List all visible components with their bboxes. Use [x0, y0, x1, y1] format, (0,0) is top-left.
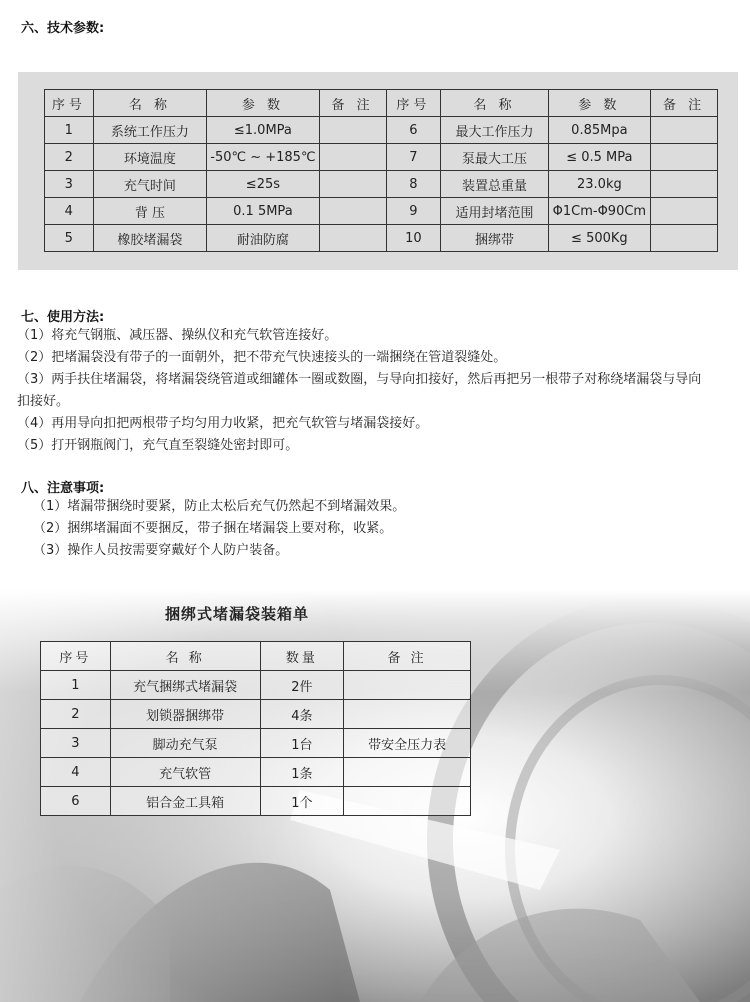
table-cell: 1条 [260, 758, 344, 787]
table-cell: 最大工作压力 [441, 117, 548, 144]
table-cell: 装置总重量 [441, 171, 548, 198]
table-row [45, 117, 718, 144]
table-row [41, 787, 471, 816]
table-cell: 3 [45, 171, 94, 198]
table-cell: 橡胶堵漏袋 [93, 225, 207, 252]
spec-header-cell: 名 称 [441, 90, 548, 117]
table-cell: ≤1.0MPa [207, 117, 320, 144]
table-cell [651, 117, 718, 144]
notes-list [33, 496, 405, 562]
table-row [41, 700, 471, 729]
spec-header-cell: 参 数 [548, 90, 650, 117]
table-cell: 泵最大工压 [441, 144, 548, 171]
table-row [41, 671, 471, 700]
table-cell: 5 [45, 225, 94, 252]
notes-section-title: 八、注意事项: [21, 481, 105, 496]
table-cell: 3 [41, 729, 111, 758]
table-cell: 1 [41, 671, 111, 700]
table-cell: 铝合金工具箱 [110, 787, 260, 816]
table-cell: ≤ 500Kg [548, 225, 650, 252]
table-cell [319, 144, 386, 171]
table-row [41, 729, 471, 758]
usage-section-title: 七、使用方法: [21, 310, 105, 325]
table-cell: 系统工作压力 [93, 117, 207, 144]
table-cell: -50℃ ~ +185℃ [207, 144, 320, 171]
spec-header-cell: 序号 [386, 90, 441, 117]
list-item: （2）把堵漏袋没有带子的一面朝外，把不带充气快速接头的一端捆绕在管道裂缝处。 [17, 350, 507, 365]
table-row [45, 225, 718, 252]
spec-header-cell: 序号 [45, 90, 94, 117]
packing-list-title: 捆绑式堵漏袋装箱单 [165, 605, 310, 623]
table-cell: 7 [386, 144, 441, 171]
table-cell: 耐油防腐 [207, 225, 320, 252]
table-cell: ≤25s [207, 171, 320, 198]
list-item: （3）两手扶住堵漏袋，将堵漏袋绕管道或细罐体一圈或数圈，与导向扣接好，然后再把另一根带子对称绕堵漏袋与导向 [17, 372, 702, 387]
packing-header-cell: 数量 [260, 642, 344, 671]
table-cell: 充气捆绑式堵漏袋 [110, 671, 260, 700]
table-cell: 4 [41, 758, 111, 787]
table-cell: 6 [386, 117, 441, 144]
packing-table-header [41, 642, 471, 671]
specs-section-title: 六、技术参数: [21, 21, 105, 36]
table-cell [651, 144, 718, 171]
table-cell: Φ1Cm-Φ90Cm [548, 198, 650, 225]
packing-table [40, 641, 471, 816]
table-cell: 4 [45, 198, 94, 225]
table-cell: 划锁器捆绑带 [110, 700, 260, 729]
table-cell: 带安全压力表 [344, 729, 471, 758]
packing-header-cell: 备 注 [344, 642, 471, 671]
table-cell [319, 117, 386, 144]
table-cell: 背 压 [93, 198, 207, 225]
table-cell: 适用封堵范围 [441, 198, 548, 225]
list-item: （3）操作人员按需要穿戴好个人防户装备。 [33, 543, 289, 558]
table-cell: 10 [386, 225, 441, 252]
list-item: 扣接好。 [17, 394, 70, 409]
list-item: （1）将充气钢瓶、减压器、操纵仪和充气软管连接好。 [17, 328, 338, 343]
table-cell: 8 [386, 171, 441, 198]
table-cell: 1台 [260, 729, 344, 758]
table-cell: 1 [45, 117, 94, 144]
spec-table [44, 89, 718, 252]
packing-header-cell: 名 称 [110, 642, 260, 671]
table-cell: 6 [41, 787, 111, 816]
table-cell: 充气软管 [110, 758, 260, 787]
packing-header-cell: 序号 [41, 642, 111, 671]
table-row [41, 758, 471, 787]
table-cell [651, 225, 718, 252]
table-row [45, 171, 718, 198]
spec-header-cell: 参 数 [207, 90, 320, 117]
table-cell: 23.0kg [548, 171, 650, 198]
table-cell [319, 198, 386, 225]
table-cell [344, 671, 471, 700]
table-cell: 0.1 5MPa [207, 198, 320, 225]
table-cell [344, 700, 471, 729]
table-cell: 2 [41, 700, 111, 729]
table-cell: 环境温度 [93, 144, 207, 171]
table-cell: 充气时间 [93, 171, 207, 198]
table-cell: 9 [386, 198, 441, 225]
table-cell [651, 171, 718, 198]
list-item: （4）再用导向扣把两根带子均匀用力收紧，把充气软管与堵漏袋接好。 [17, 416, 429, 431]
table-cell: ≤ 0.5 MPa [548, 144, 650, 171]
table-cell: 0.85Mpa [548, 117, 650, 144]
spec-header-cell: 名 称 [93, 90, 207, 117]
list-item: （5）打开钢瓶阀门，充气直至裂缝处密封即可。 [17, 438, 299, 453]
spec-header-cell: 备 注 [651, 90, 718, 117]
table-cell [651, 198, 718, 225]
table-cell: 捆绑带 [441, 225, 548, 252]
list-item: （2）捆绑堵漏面不要捆反，带子捆在堵漏袋上要对称，收紧。 [33, 521, 393, 536]
table-row [45, 198, 718, 225]
table-cell [344, 787, 471, 816]
table-cell [319, 225, 386, 252]
table-cell: 2件 [260, 671, 344, 700]
table-row [45, 144, 718, 171]
table-cell: 2 [45, 144, 94, 171]
spec-table-header [45, 90, 718, 117]
table-cell: 1个 [260, 787, 344, 816]
list-item: （1）堵漏带捆绕时要紧，防止太松后充气仍然起不到堵漏效果。 [33, 499, 406, 514]
usage-list [17, 325, 701, 457]
table-cell: 4条 [260, 700, 344, 729]
table-cell [319, 171, 386, 198]
table-cell: 脚动充气泵 [110, 729, 260, 758]
spec-header-cell: 备 注 [319, 90, 386, 117]
table-cell [344, 758, 471, 787]
